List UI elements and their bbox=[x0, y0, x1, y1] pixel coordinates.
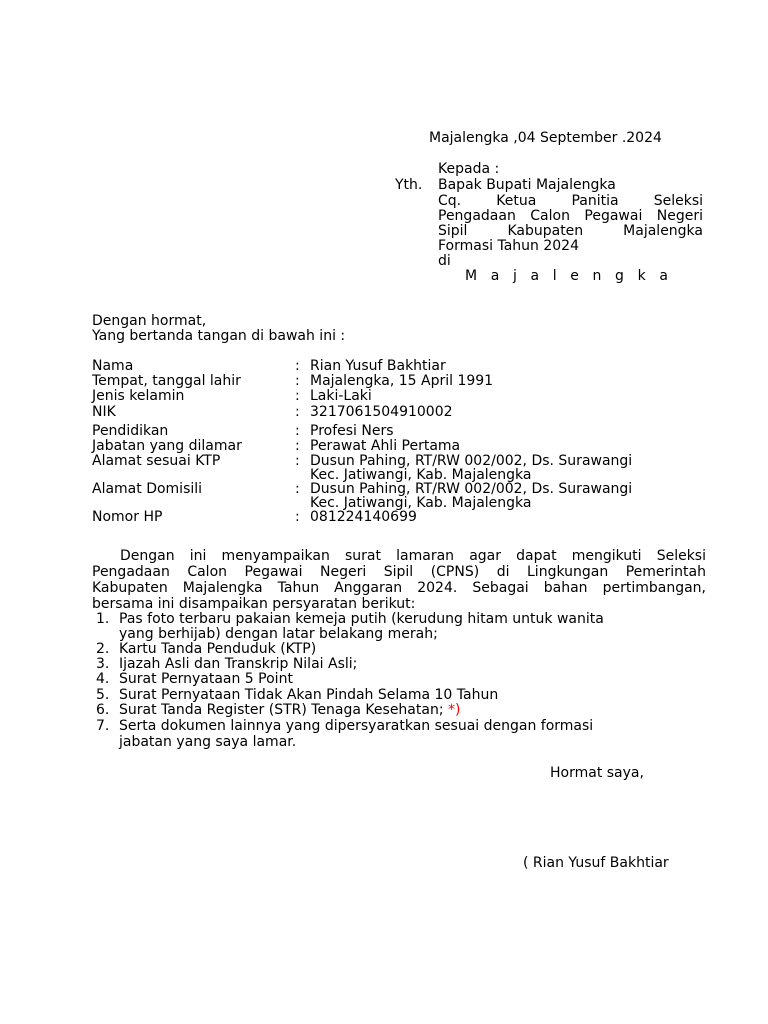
identity-row-nik bbox=[92, 404, 712, 420]
paragraph-line: bersama ini disampaikan persyaratan berikut: bbox=[92, 596, 416, 612]
identity-value: Dusun Pahing, RT/RW 002/002, Ds. Surawangi bbox=[310, 453, 633, 469]
list-number: 1. bbox=[96, 611, 110, 627]
closing-regards: Hormat saya, bbox=[550, 765, 644, 781]
recipient-yth: Yth. bbox=[395, 177, 423, 193]
footnote-marker: *) bbox=[448, 702, 461, 718]
list-number: 4. bbox=[96, 671, 110, 687]
place-date: Majalengka ,04 September .2024 bbox=[429, 130, 662, 146]
body-paragraph bbox=[92, 548, 706, 612]
identity-row-position bbox=[92, 438, 712, 454]
identity-label: Jenis kelamin bbox=[92, 388, 185, 404]
identity-row-education bbox=[92, 423, 712, 439]
identity-label: Alamat Domisili bbox=[92, 481, 203, 497]
identity-colon: : bbox=[295, 453, 300, 469]
identity-colon: : bbox=[295, 404, 300, 420]
identity-row-ttl bbox=[92, 373, 712, 389]
identity-value: Rian Yusuf Bakhtiar bbox=[310, 358, 446, 374]
list-text-cont: jabatan yang saya lamar. bbox=[119, 734, 297, 750]
list-number: 7. bbox=[96, 718, 110, 734]
identity-value: Profesi Ners bbox=[310, 423, 394, 439]
identity-value: 081224140699 bbox=[310, 509, 417, 525]
identity-value: 3217061504910002 bbox=[310, 404, 453, 420]
recipient-kepada: Kepada : bbox=[438, 161, 500, 177]
salutation: Dengan hormat, bbox=[92, 313, 207, 329]
identity-row-nama bbox=[92, 358, 712, 374]
identity-value: Majalengka, 15 April 1991 bbox=[310, 373, 494, 389]
list-text-cont: yang berhijab) dengan latar belakang merah; bbox=[119, 626, 438, 642]
identity-label: Nama bbox=[92, 358, 134, 374]
identity-colon: : bbox=[295, 423, 300, 439]
list-number: 2. bbox=[96, 641, 110, 657]
identity-colon: : bbox=[295, 481, 300, 497]
identity-value: Dusun Pahing, RT/RW 002/002, Ds. Surawangi bbox=[310, 481, 633, 497]
paragraph-line: Dengan ini menyampaikan surat lamaran agar dapat mengikuti Seleksi bbox=[120, 548, 706, 564]
list-text: Surat Pernyataan 5 Point bbox=[119, 671, 293, 687]
signature-name: ( Rian Yusuf Bakhtiar bbox=[523, 855, 669, 871]
list-number: 6. bbox=[96, 702, 110, 718]
identity-colon: : bbox=[295, 388, 300, 404]
list-text: Kartu Tanda Penduduk (KTP) bbox=[119, 641, 317, 657]
recipient-line2: Cq. Ketua Panitia Seleksi bbox=[438, 193, 704, 209]
identity-label: Alamat sesuai KTP bbox=[92, 453, 221, 469]
recipient-line1: Bapak Bupati Majalengka bbox=[438, 177, 616, 193]
identity-value: Perawat Ahli Pertama bbox=[310, 438, 461, 454]
list-number: 3. bbox=[96, 656, 110, 672]
identity-colon: : bbox=[295, 509, 300, 525]
paragraph-line: Pengadaan Calon Pegawai Negeri Sipil (CPNS) di Lingkungan Pemerintah bbox=[92, 564, 706, 580]
list-text: Pas foto terbaru pakaian kemeja putih (kerudung hitam untuk wanita bbox=[119, 611, 604, 627]
identity-value-cont: Kec. Jatiwangi, Kab. Majalengka bbox=[310, 495, 532, 511]
identity-colon: : bbox=[295, 358, 300, 374]
recipient-line3: Pengadaan Calon Pegawai Negeri bbox=[438, 208, 704, 224]
recipient-line4: Sipil Kabupaten Majalengka bbox=[438, 223, 704, 239]
identity-colon: : bbox=[295, 373, 300, 389]
identity-label: Tempat, tanggal lahir bbox=[92, 373, 241, 389]
identity-row-phone bbox=[92, 509, 712, 525]
recipient-line5: Formasi Tahun 2024 bbox=[438, 238, 579, 254]
list-text: Serta dokumen lainnya yang dipersyaratkan sesuai dengan formasi bbox=[119, 718, 594, 734]
list-text: Ijazah Asli dan Transkrip Nilai Asli; bbox=[119, 656, 358, 672]
identity-value: Laki-Laki bbox=[310, 388, 372, 404]
paragraph-line: Kabupaten Majalengka Tahun Anggaran 2024. Sebagai bahan pertimbangan, bbox=[92, 580, 706, 596]
identity-label: Nomor HP bbox=[92, 509, 163, 525]
identity-colon: : bbox=[295, 438, 300, 454]
list-text: Surat Tanda Register (STR) Tenaga Kesehatan; *) bbox=[119, 702, 461, 718]
identity-value-cont: Kec. Jatiwangi, Kab. Majalengka bbox=[310, 467, 532, 483]
recipient-line6: di bbox=[438, 253, 451, 269]
identity-row-gender bbox=[92, 388, 712, 404]
recipient-city: M a j a l e n g k a bbox=[465, 268, 673, 284]
intro-text: Yang bertanda tangan di bawah ini : bbox=[92, 328, 346, 344]
identity-label: Pendidikan bbox=[92, 423, 169, 439]
identity-label: Jabatan yang dilamar bbox=[92, 438, 242, 454]
identity-label: NIK bbox=[92, 404, 116, 420]
list-number: 5. bbox=[96, 687, 110, 703]
list-text: Surat Pernyataan Tidak Akan Pindah Selama 10 Tahun bbox=[119, 687, 499, 703]
